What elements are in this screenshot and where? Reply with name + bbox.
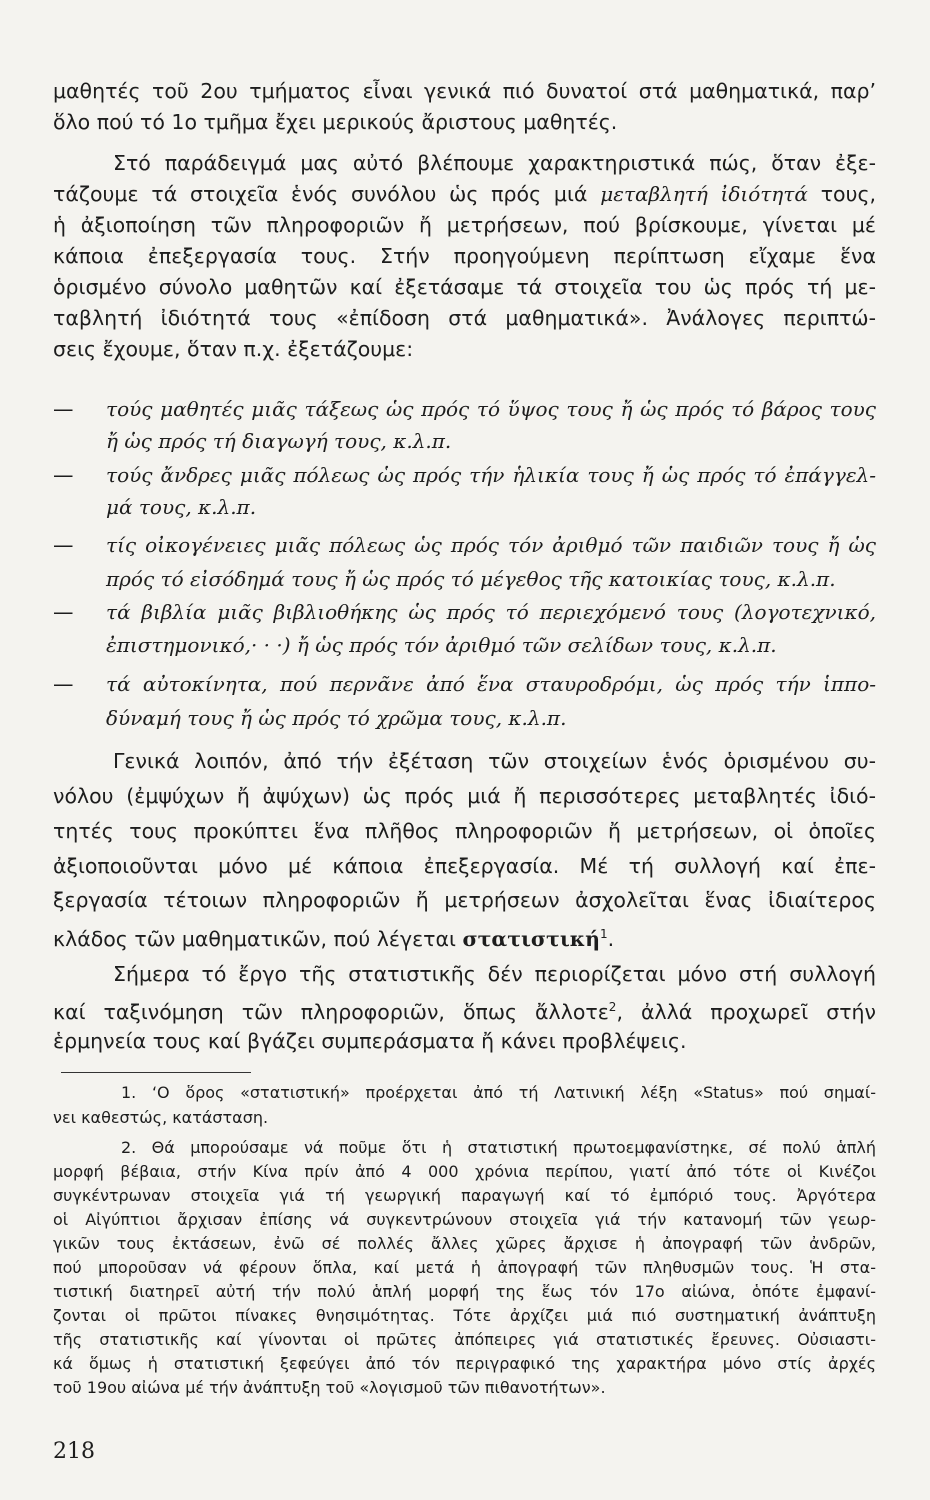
text-line: Στό παράδειγμά μας αὐτό βλέπουμε χαρακτηριστικά πώς, ὅταν ἐξε- — [113, 151, 876, 175]
text-run: τάζουμε τά στοιχεῖα ἑνός συνόλου ὡς πρός μιά — [53, 182, 588, 206]
footnote-line: 1. ‘Ο ὅρος «στατιστική» προέρχεται ἀπό τή Λατινική λέξη «Status» πού σημαί- — [121, 1083, 876, 1102]
text-line: σεις ἔχουμε, ὅταν π.χ. ἐξετάζουμε: — [53, 337, 414, 361]
text-run: , ἀλλά προχωρεῖ στήν — [616, 999, 876, 1024]
dash: — — [53, 672, 74, 696]
text-line: ἡ ἀξιοποίηση τῶν πληροφοριῶν ἤ μετρήσεων, πού βρίσκουμε, γίνεται μέ — [53, 213, 876, 237]
list-item-line: ἐπιστημονικό,· · ·) ἤ ὡς πρός τόν ἀριθμό τῶν σελίδων τους, κ.λ.π. — [106, 633, 777, 657]
text-line: ἑρμηνεία τους καί βγάζει συμπεράσματα ἤ κάνει προβλέψεις. — [53, 1029, 687, 1053]
list-item-line: δύναμή τους ἤ ὡς πρός τό χρῶμα τους, κ.λ.π. — [106, 706, 567, 730]
footnote-ref: 2 — [608, 1000, 617, 1014]
text-line: νόλου (ἐμψύχων ἤ ἀψύχων) ὡς πρός μιά ἤ περισσότερες μεταβλητές ἰδιό- — [53, 784, 876, 808]
text-run: κλάδος τῶν μαθηματικῶν, πού λέγεται — [53, 926, 456, 951]
text-line: Γενικά λοιπόν, ἀπό τήν ἐξέταση τῶν στοιχείων ἑνός ὁρισμένου συ- — [113, 749, 876, 773]
italic-term: μεταβλητή ἰδιότητά — [600, 182, 808, 206]
text-line: κάποια ἐπεξεργασία τους. Στήν προηγούμενη περίπτωση εἴχαμε ἕνα — [53, 244, 876, 268]
list-item-line: τούς ἄνδρες μιᾶς πόλεως ὡς πρός τήν ἡλικία τους ἤ ὡς πρός τό ἐπάγγελ- — [106, 463, 876, 487]
list-item-line: τά βιβλία μιᾶς βιβλιοθήκης ὡς πρός τό περιεχόμενό τους (λογοτεχνικό, — [106, 600, 876, 624]
footnote-divider — [61, 1072, 251, 1073]
list-item-line: πρός τό εἰσόδημά τους ἤ ὡς πρός τό μέγεθος τῆς κατοικίας τους, κ.λ.π. — [106, 567, 836, 591]
list-item-line: τούς μαθητές μιᾶς τάξεως ὡς πρός τό ὕψος τους ἤ ὡς πρός τό βάρος τους — [106, 397, 876, 421]
text-run: τους, — [820, 182, 876, 206]
text-line — [53, 179, 876, 209]
footnote-line: τῆς στατιστικῆς καί γίνονται οἱ πρῶτες ἀπόπειρες γιά στατιστικές ἔρευνες. Οὐσιαστι- — [53, 1330, 876, 1349]
text-line — [53, 919, 876, 954]
footnote-line: τοῦ 19ου αἰώνα μέ τήν ἀνάπτυξη τοῦ «λογισμοῦ τῶν πιθανοτήτων». — [53, 1378, 606, 1397]
list-item-line: τίς οἰκογένειες μιᾶς πόλεως ὡς πρός τόν ἀριθμό τῶν παιδιῶν τους ἤ ὡς — [106, 533, 876, 557]
text-line: ταβλητή ἰδιότητά τους «ἐπίδοση στά μαθηματικά». Ἀνάλογες περιπτώ- — [53, 306, 876, 330]
text-run: καί ταξινόμηση τῶν πληροφοριῶν, ὅπως ἄλλοτε — [53, 999, 609, 1024]
footnote-line: 2. Θά μπορούσαμε νά ποῦμε ὅτι ἡ στατιστική πρωτοεμφανίστηκε, σέ πολύ ἁπλή — [121, 1138, 876, 1157]
list-item-line: μά τους, κ.λ.π. — [106, 495, 257, 519]
text-run: . — [607, 926, 615, 951]
footnote-line: συγκέντρωναν στοιχεῖα γιά τή γεωργική παραγωγή καί τό ἐμπόριό τους. Ἀργότερα — [53, 1186, 876, 1205]
footnote-line: κά ὅμως ἡ στατιστική ξεφεύγει ἀπό τόν περιγραφικό της χαρακτήρα μόνο στίς ἀρχές — [53, 1354, 876, 1373]
text-line: ξεργασία τέτοιων πληροφοριῶν ἤ μετρήσεων ἀσχολεῖται ἕνας ἰδιαίτερος — [53, 888, 876, 912]
dash: — — [53, 397, 74, 421]
footnote-line: πού μποροῦσαν νά φέρουν ὅπλα, καί μετά ἡ ἀπογραφή τῶν πληθυσμῶν τους. Ἡ στα- — [53, 1258, 876, 1277]
dash: — — [53, 463, 74, 487]
dash: — — [53, 600, 74, 624]
text-line: Σήμερα τό ἔργο τῆς στατιστικῆς δέν περιορίζεται μόνο στή συλλογή — [113, 962, 876, 986]
list-item-line: ἤ ὡς πρός τή διαγωγή τους, κ.λ.π. — [106, 429, 452, 453]
text-line: τητές τους προκύπτει ἕνα πλῆθος πληροφοριῶν ἤ μετρήσεων, οἱ ὁποῖες — [53, 819, 876, 843]
text-line: ἀξιοποιοῦνται μόνο μέ κάποια ἐπεξεργασία. Μέ τή συλλογή καί ἐπε- — [53, 854, 876, 878]
footnote-line: μορφή βέβαια, στήν Κίνα πρίν ἀπό 4 000 χρόνια περίπου, γιατί ἀπό τότε οἱ Κινέζοι — [53, 1162, 876, 1181]
footnote-line: τιστική διατηρεῖ αὐτή τήν πολύ ἁπλή μορφή της ἕως τόν 17ο αἰώνα, ὁπότε ἐμφανί- — [53, 1282, 876, 1301]
list-item-line: τά αὐτοκίνητα, πού περνᾶνε ἀπό ἕνα σταυροδρόμι, ὡς πρός τήν ἱππο- — [106, 672, 876, 696]
footnote-line: γικῶν τους ἐκτάσεων, ἐνῶ σέ πολλές ἄλλες χῶρες ἄρχισε ἡ ἀπογραφή τῶν ἀνδρῶν, — [53, 1234, 876, 1253]
bold-term: στατιστική — [462, 926, 601, 951]
text-line — [53, 992, 876, 1027]
dash: — — [53, 533, 74, 557]
text-line: μαθητές τοῦ 2ου τμήματος εἶναι γενικά πιό δυνατοί στά μαθηματικά, παρ’ — [53, 79, 876, 103]
footnote-ref: 1 — [600, 927, 608, 941]
page-number: 218 — [53, 1439, 95, 1464]
footnote-line: νει καθεστώς, κατάσταση. — [53, 1108, 269, 1127]
text-line: ὁρισμένο σύνολο μαθητῶν καί ἐξετάσαμε τά στοιχεῖα του ὡς πρός τή με- — [53, 275, 876, 299]
text-line: ὅλο πού τό 1ο τμῆμα ἔχει μερικούς ἄριστους μαθητές. — [53, 110, 618, 134]
footnote-line: ζονται οἱ πρῶτοι πίνακες θνησιμότητας. Τότε ἀρχίζει μιά πιό συστηματική ἀνάπτυξη — [53, 1306, 876, 1325]
footnote-line: οἱ Αἰγύπτιοι ἄρχισαν ἐπίσης νά συγκεντρώνουν στοιχεῖα γιά τήν κατανομή τῶν γεωρ- — [53, 1210, 876, 1229]
